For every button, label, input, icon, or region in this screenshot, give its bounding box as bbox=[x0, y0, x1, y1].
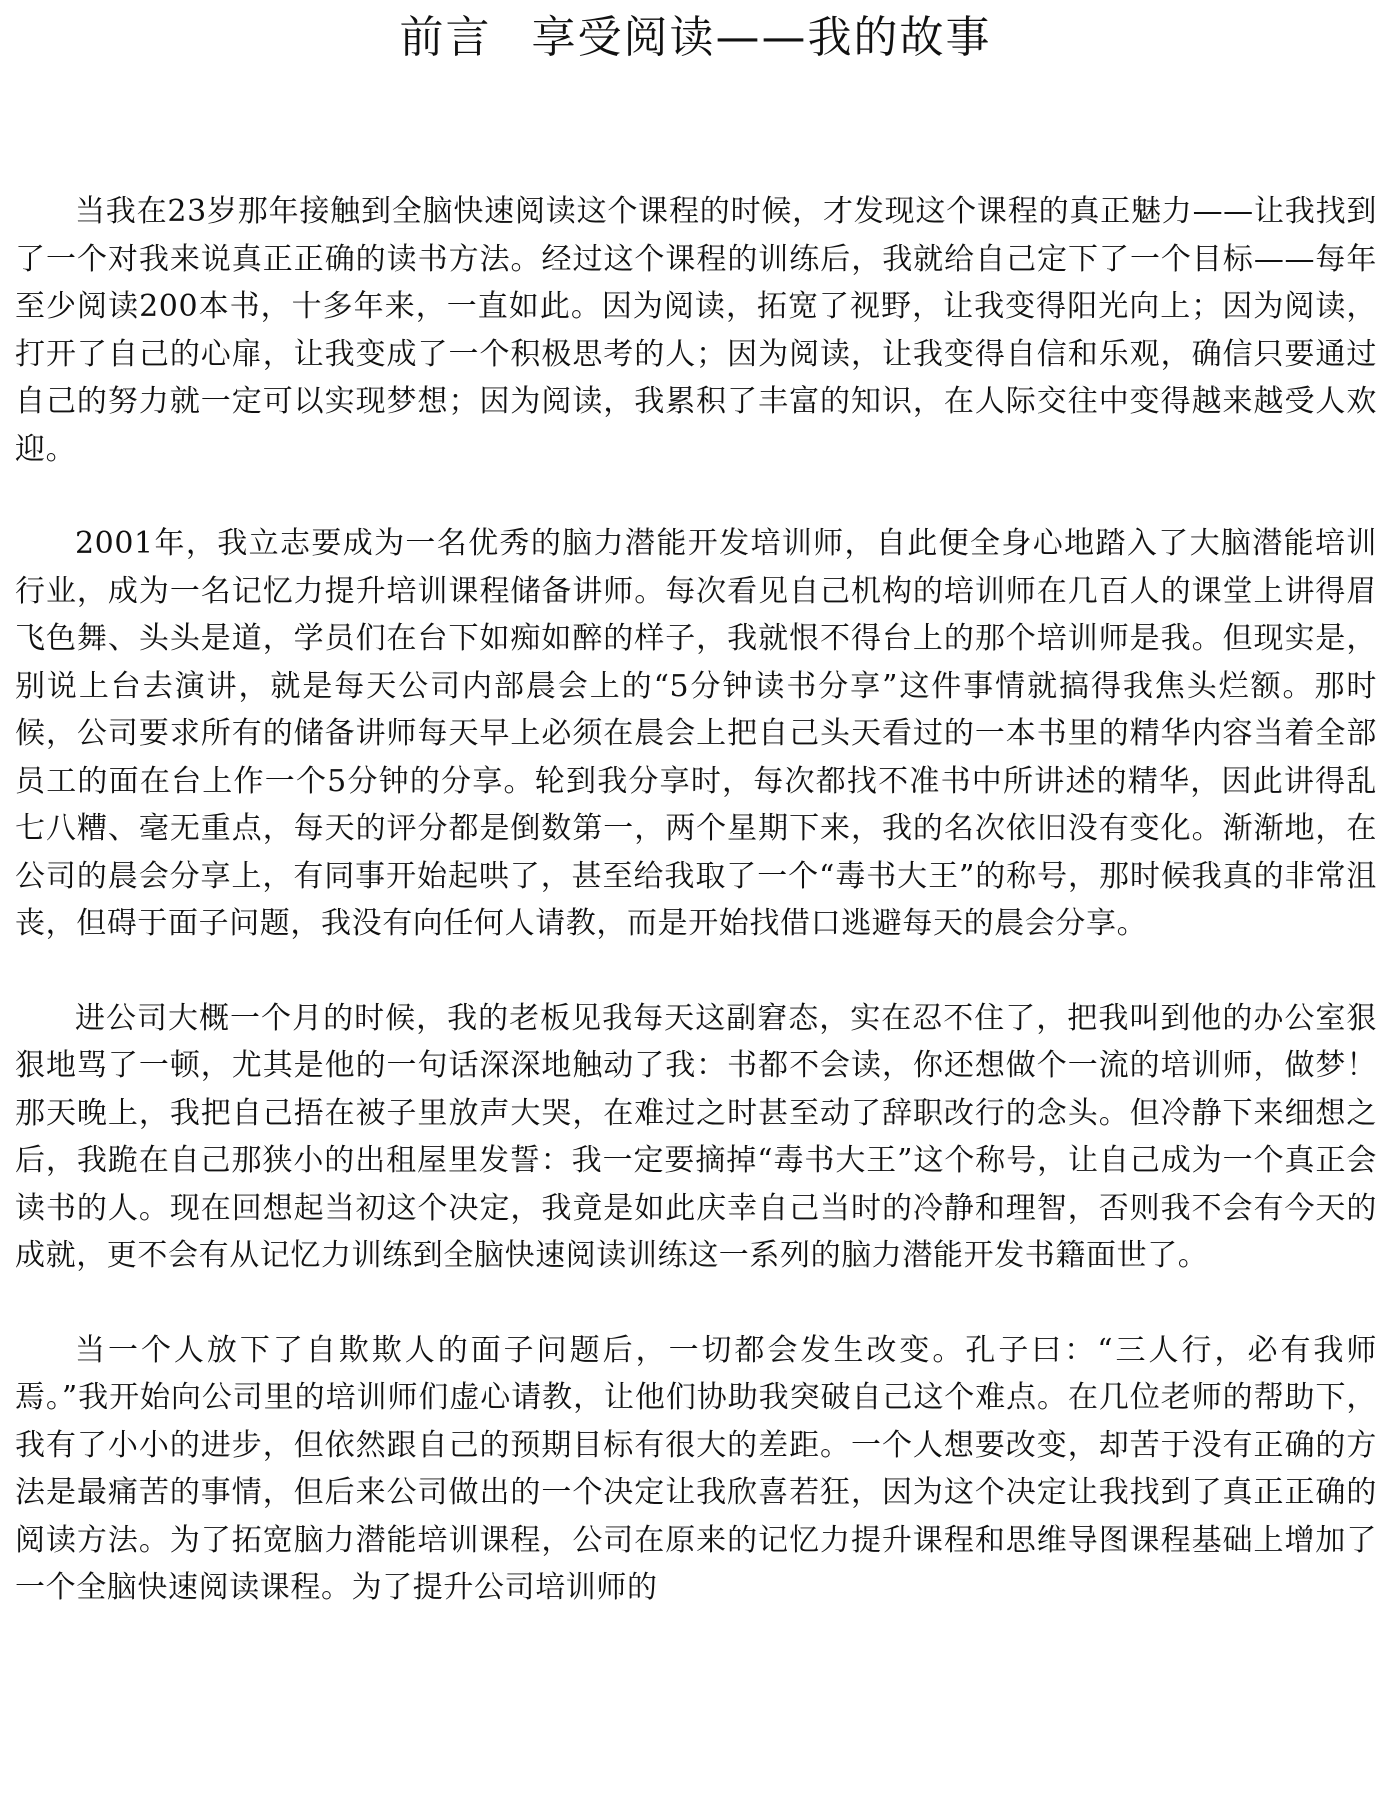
paragraph-3: 进公司大概一个月的时候，我的老板见我每天这副窘态，实在忍不住了，把我叫到他的办公室狠狠地骂了一顿，尤其是他的一句话深深地触动了我：书都不会读，你还想做个一流的培训师，做梦！那天晚上，我把自己捂在被子里放声大哭，在难过之时甚至动了辞职改行的念头。但冷静下来细想之后，我跪在自己那狭小的出租屋里发誓：我一定要摘掉“毒书大王”这个称号，让自己成为一个真正会读书的人。现在回想起当初这个决定，我竟是如此庆幸自己当时的冷静和理智，否则我不会有今天的成就，更不会有从记忆力训练到全脑快速阅读训练这一系列的脑力潜能开发书籍面世了。 bbox=[15, 1000, 1377, 1273]
paragraph-4: 当一个人放下了自欺欺人的面子问题后，一切都会发生改变。孔子曰：“三人行，必有我师焉。”我开始向公司里的培训师们虚心请教，让他们协助我突破自己这个难点。在几位老师的帮助下，我有了小小的进步，但依然跟自己的预期目标有很大的差距。一个人想要改变，却苦于没有正确的方法是最痛苦的事情，但后来公司做出的一个决定让我欣喜若狂，因为这个决定让我找到了真正正确的阅读方法。为了拓宽脑力潜能培训课程，公司在原来的记忆力提升课程和思维导图课程基础上增加了一个全脑快速阅读课程。为了提升公司培训师的 bbox=[15, 1332, 1377, 1605]
title-main: 享受阅读——我的故事 bbox=[531, 12, 992, 63]
title-prefix: 前言 bbox=[399, 12, 492, 63]
paragraph-2: 2001年，我立志要成为一名优秀的脑力潜能开发培训师，自此便全身心地踏入了大脑潜能培训行业，成为一名记忆力提升培训课程储备讲师。每次看见自己机构的培训师在几百人的课堂上讲得眉飞色舞、头头是道，学员们在台下如痴如醉的样子，我就恨不得台上的那个培训师是我。但现实是，别说上台去演讲，就是每天公司内部晨会上的“5分钟读书分享”这件事情就搞得我焦头烂额。那时候，公司要求所有的储备讲师每天早上必须在晨会上把自己头天看过的一本书里的精华内容当着全部员工的面在台上作一个5分钟的分享。轮到我分享时，每次都找不准书中所讲述的精华，因此讲得乱七八糟、毫无重点，每天的评分都是倒数第一，两个星期下来，我的名次依旧没有变化。渐渐地，在公司的晨会分享上，有同事开始起哄了，甚至给我取了一个“毒书大王”的称号，那时候我真的非常沮丧，但碍于面子问题，我没有向任何人请教，而是开始找借口逃避每天的晨会分享。 bbox=[15, 526, 1377, 941]
document-body bbox=[15, 188, 1377, 1659]
page-title bbox=[0, 8, 1391, 68]
paragraph-1: 当我在23岁那年接触到全脑快速阅读这个课程的时候，才发现这个课程的真正魅力——让我找到了一个对我来说真正正确的读书方法。经过这个课程的训练后，我就给自己定下了一个目标——每年至少阅读200本书，十多年来，一直如此。因为阅读，拓宽了视野，让我变得阳光向上；因为阅读，打开了自己的心扉，让我变成了一个积极思考的人；因为阅读，让我变得自信和乐观，确信只要通过自己的努力就一定可以实现梦想；因为阅读，我累积了丰富的知识，在人际交往中变得越来越受人欢迎。 bbox=[15, 194, 1377, 467]
